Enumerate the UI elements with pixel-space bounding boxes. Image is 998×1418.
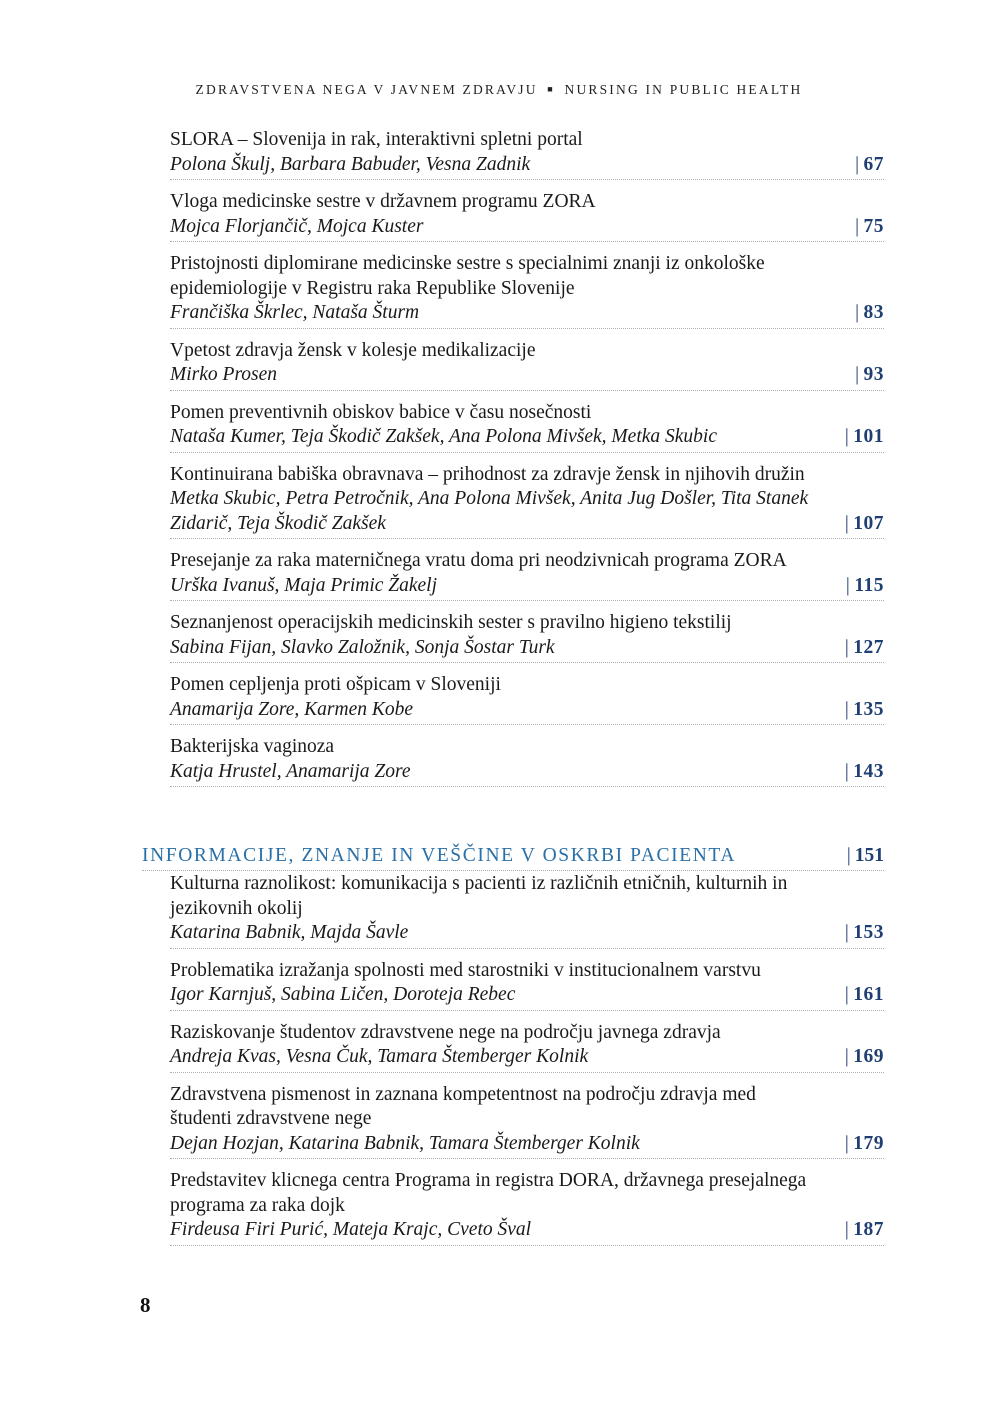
entry-authors: Polona Škulj, Barbara Babuder, Vesna Zadnik [170, 153, 531, 175]
entry-page-ref: | 187 [844, 1219, 884, 1240]
entry-authors: Firdeusa Firi Purić, Mateja Krajc, Cveto Šval [170, 1219, 532, 1240]
entry-page-ref: | 143 [844, 760, 884, 782]
entry-page-ref: | 67 [855, 153, 884, 175]
entry-page-ref: | 127 [844, 636, 884, 658]
entry-authors: Nataša Kumer, Teja Škodič Zakšek, Ana Polona Mivšek, Metka Skubic [170, 426, 717, 447]
entry-authors: Dejan Hozjan, Katarina Babnik, Tamara Štemberger Kolnik [170, 1132, 640, 1154]
toc-list-part-2 [170, 872, 884, 1256]
entry-authors: Sabina Fijan, Slavko Založnik, Sonja Šostar Turk [170, 636, 555, 658]
page-number: 8 [140, 1293, 151, 1317]
entry-page-ref: | 75 [855, 215, 884, 237]
toc-list-part-1 [170, 128, 884, 797]
header-separator: ■ [547, 84, 555, 94]
entry-title: Pomen preventivnih obiskov babice v času nosečnosti [170, 401, 592, 423]
entry-authors: Katarina Babnik, Majda Šavle [170, 922, 409, 943]
entry-page-ref: | 107 [844, 512, 884, 534]
entry-title: Presejanje za raka materničnega vratu doma pri neodzivnicah programa ZORA [170, 550, 787, 571]
running-header [0, 82, 998, 98]
section-page-ref: | 151 [846, 845, 884, 866]
entry-page-ref: | 169 [844, 1046, 884, 1067]
entry-page-ref: | 93 [855, 364, 884, 385]
toc-entry[interactable] [170, 1083, 884, 1160]
entry-authors: Urška Ivanuš, Maja Primic Žakelj [170, 574, 438, 596]
entry-authors: Metka Skubic, Petra Petročnik, Ana Polona Mivšek, Anita Jug Došler, Tita Stanek Zidarič, Teja Škodič Zakšek [170, 488, 809, 534]
entry-title: Kulturna raznolikost: komunikacija s pacienti iz različnih etničnih, kulturnih in jezikovnih okolij [170, 873, 788, 919]
toc-entry[interactable] [170, 128, 884, 180]
entry-page-ref: | 101 [844, 426, 884, 447]
entry-title: Pomen cepljenja proti ošpicam v Sloveniji [170, 674, 501, 695]
entry-page-ref: | 179 [844, 1132, 884, 1154]
section-heading[interactable] [142, 842, 884, 871]
entry-authors: Mojca Florjančič, Mojca Kuster [170, 215, 424, 237]
entry-title: Raziskovanje študentov zdravstvene nege na področju javnega zdravja [170, 1021, 721, 1043]
entry-title: Seznanjenost operacijskih medicinskih sester s pravilno higieno tekstilij [170, 612, 732, 633]
entry-authors: Katja Hrustel, Anamarija Zore [170, 760, 411, 782]
toc-entry[interactable] [170, 959, 884, 1011]
toc-entry[interactable] [170, 1021, 884, 1073]
toc-entry[interactable] [170, 401, 884, 453]
entry-title: Problematika izražanja spolnosti med starostniki v institucionalnem varstvu [170, 959, 761, 981]
toc-entry[interactable] [170, 252, 884, 329]
entry-title: Pristojnosti diplomirane medicinske sestre s specialnimi znanji iz onkološke epidemiologije v Registru raka Republike Slovenije [170, 253, 765, 299]
entry-title: Kontinuirana babiška obravnava – prihodnost za zdravje žensk in njihovih družin [170, 463, 805, 485]
entry-page-ref: | 153 [844, 922, 884, 943]
section-title: INFORMACIJE, ZNANJE IN VEŠČINE V OSKRBI PACIENTA [142, 845, 737, 866]
toc-entry[interactable] [170, 872, 884, 949]
entry-title: Predstavitev klicnega centra Programa in registra DORA, državnega presejalnega programa za raka dojk [170, 1170, 807, 1216]
toc-entry[interactable] [170, 463, 884, 540]
header-left: ZDRAVSTVENA NEGA V JAVNEM ZDRAVJU [195, 82, 538, 97]
toc-entry[interactable] [170, 190, 884, 242]
entry-authors: Anamarija Zore, Karmen Kobe [170, 698, 414, 720]
entry-title: Vpetost zdravja žensk v kolesje medikalizacije [170, 339, 536, 361]
entry-authors: Igor Karnjuš, Sabina Ličen, Doroteja Rebec [170, 984, 516, 1005]
entry-page-ref: | 135 [844, 698, 884, 720]
toc-entry[interactable] [170, 611, 884, 663]
entry-title: Vloga medicinske sestre v državnem programu ZORA [170, 191, 596, 212]
entry-authors: Frančiška Škrlec, Nataša Šturm [170, 302, 420, 323]
toc-entry[interactable] [170, 735, 884, 787]
entry-title: Zdravstvena pismenost in zaznana kompetentnost na področju zdravja med študenti zdravstvene nege [170, 1083, 756, 1129]
header-right: NURSING IN PUBLIC HEALTH [564, 82, 803, 97]
toc-entry[interactable] [170, 339, 884, 391]
entry-page-ref: | 83 [855, 302, 884, 323]
toc-entry[interactable] [170, 1169, 884, 1246]
entry-authors: Andreja Kvas, Vesna Čuk, Tamara Štemberger Kolnik [170, 1046, 589, 1067]
entry-title: Bakterijska vaginoza [170, 736, 335, 757]
entry-page-ref: | 161 [844, 984, 884, 1005]
toc-entry[interactable] [170, 673, 884, 725]
entry-page-ref: | 115 [845, 574, 884, 596]
entry-authors: Mirko Prosen [170, 364, 278, 385]
entry-title: SLORA – Slovenija in rak, interaktivni spletni portal [170, 129, 583, 150]
toc-entry[interactable] [170, 549, 884, 601]
